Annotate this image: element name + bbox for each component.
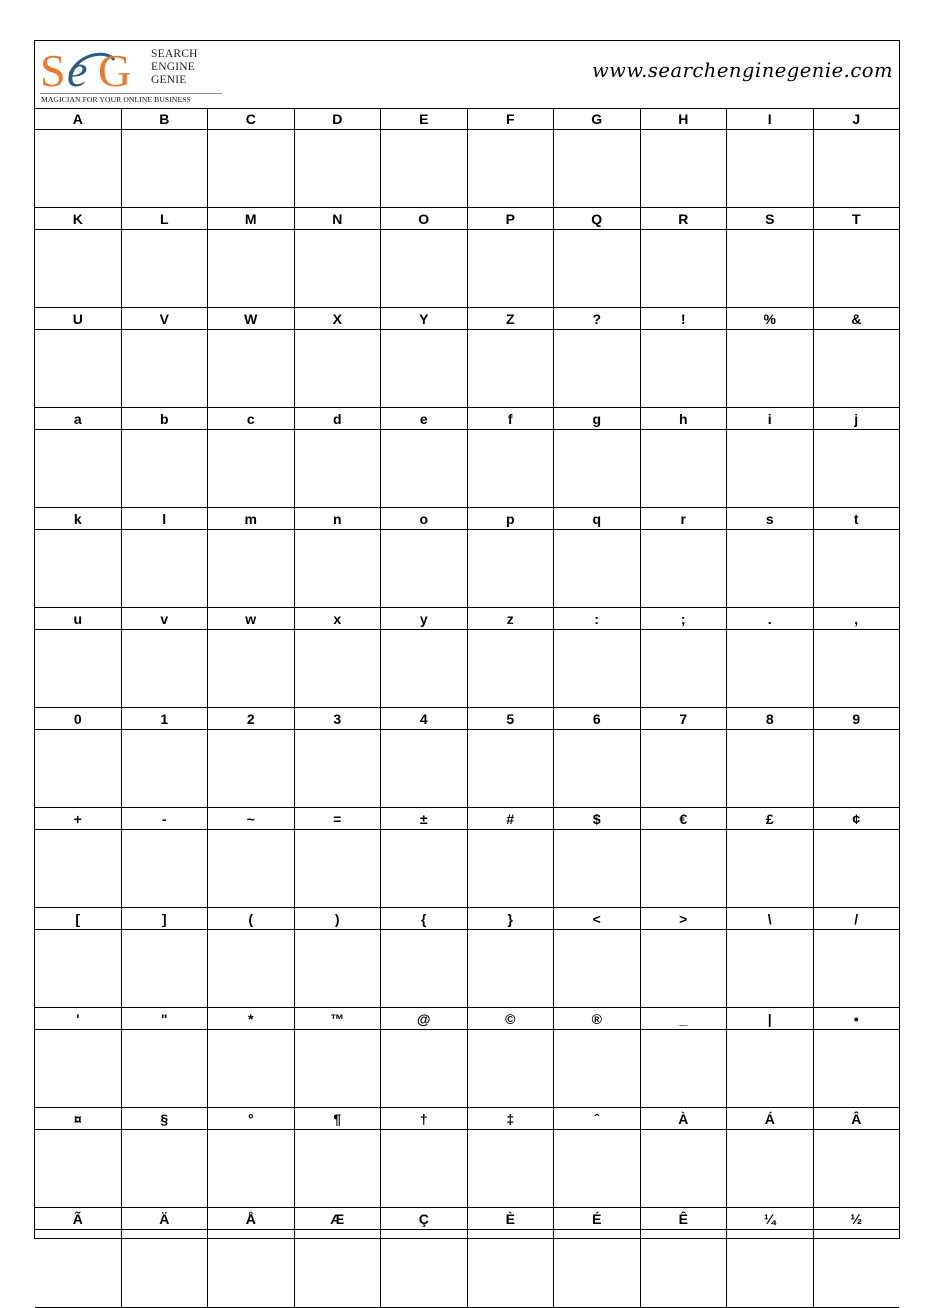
character-label: < [554,908,641,930]
character-label: ¢ [814,808,900,830]
writing-box [641,430,728,508]
character-label: ¶ [295,1108,382,1130]
character-label: > [641,908,728,930]
writing-box [727,130,814,208]
writing-box [381,730,468,808]
character-label: i [727,408,814,430]
writing-box [468,430,555,508]
writing-box [35,230,122,308]
character-label: 7 [641,708,728,730]
writing-box [35,1230,122,1308]
character-label: Y [381,308,468,330]
svg-text:G: G [98,46,132,92]
writing-box [295,730,382,808]
writing-box [814,430,900,508]
writing-box [641,730,728,808]
writing-box-row [35,830,899,908]
character-label: r [641,508,728,530]
writing-box [814,530,900,608]
character-label: L [122,208,209,230]
character-label: O [381,208,468,230]
writing-box [641,630,728,708]
logo-word: GENIE [151,74,187,86]
character-label: 9 [814,708,900,730]
writing-box [641,1030,728,1108]
character-label: z [468,608,555,630]
character-label: m [208,508,295,530]
character-label: U [35,308,122,330]
character-label: f [468,408,555,430]
character-label: V [122,308,209,330]
writing-box [122,1130,209,1208]
character-label: 0 [35,708,122,730]
writing-box [35,1130,122,1208]
character-label: ± [381,808,468,830]
character-label: c [208,408,295,430]
character-label: ! [641,308,728,330]
character-label: | [727,1008,814,1030]
writing-box [381,830,468,908]
writing-box [208,430,295,508]
character-label: Ç [381,1208,468,1230]
character-label: * [208,1008,295,1030]
writing-box-row [35,930,899,1008]
character-label-row [35,108,899,130]
character-label: _ [641,1008,728,1030]
character-label-row [35,208,899,230]
character-label: % [727,308,814,330]
writing-box [727,1130,814,1208]
writing-box [468,1030,555,1108]
character-label: Ã [35,1208,122,1230]
writing-box [554,1030,641,1108]
character-label: y [381,608,468,630]
writing-box [641,1130,728,1208]
writing-box [814,730,900,808]
writing-box-row [35,430,899,508]
writing-box [122,530,209,608]
writing-box [35,330,122,408]
character-label: $ [554,808,641,830]
character-label: @ [381,1008,468,1030]
writing-box [122,1230,209,1308]
writing-box [814,830,900,908]
character-label: ) [295,908,382,930]
character-label: s [727,508,814,530]
writing-box [381,630,468,708]
writing-box [35,530,122,608]
writing-box [35,130,122,208]
writing-box [727,430,814,508]
writing-box [122,230,209,308]
character-label: Æ [295,1208,382,1230]
character-label: h [641,408,728,430]
character-label: X [295,308,382,330]
character-label: À [641,1108,728,1130]
writing-box [468,530,555,608]
writing-box [727,730,814,808]
writing-box [727,830,814,908]
writing-box [554,130,641,208]
writing-box [641,830,728,908]
character-label-row [35,508,899,530]
writing-box [554,330,641,408]
writing-box [468,830,555,908]
character-label: - [122,808,209,830]
writing-box [122,830,209,908]
logo-divider [40,93,222,94]
writing-box [295,930,382,1008]
character-label: § [122,1108,209,1130]
svg-text:e: e [67,46,88,92]
character-label: , [814,608,900,630]
writing-box [641,1230,728,1308]
writing-box [727,530,814,608]
writing-box [814,1030,900,1108]
writing-box [381,930,468,1008]
character-label: © [468,1008,555,1030]
character-label: D [295,108,382,130]
writing-box [122,730,209,808]
character-label: [ [35,908,122,930]
character-label: ] [122,908,209,930]
character-label: È [468,1208,555,1230]
character-label-row [35,408,899,430]
character-label: n [295,508,382,530]
character-label: ¤ [35,1108,122,1130]
writing-box [208,730,295,808]
writing-box [208,530,295,608]
character-label: u [35,608,122,630]
writing-box [554,630,641,708]
character-label: q [554,508,641,530]
character-label: 5 [468,708,555,730]
seg-logo [40,46,230,104]
writing-box [381,1030,468,1108]
writing-box [727,1030,814,1108]
writing-box [35,830,122,908]
character-label: S [727,208,814,230]
writing-box [381,530,468,608]
character-label-row [35,708,899,730]
character-label: ‡ [468,1108,555,1130]
character-label: Â [814,1108,900,1130]
logo-word: SEARCH [151,48,198,60]
character-label: : [554,608,641,630]
character-label: ' [35,1008,122,1030]
character-label: v [122,608,209,630]
writing-box [295,230,382,308]
writing-box-row [35,530,899,608]
writing-box [468,130,555,208]
writing-box [35,730,122,808]
character-label-row [35,1208,899,1230]
writing-box [727,930,814,1008]
writing-box [35,430,122,508]
character-label: d [295,408,382,430]
writing-box-row [35,630,899,708]
character-label: 1 [122,708,209,730]
writing-box [295,430,382,508]
character-label: É [554,1208,641,1230]
character-label: / [814,908,900,930]
character-label: p [468,508,555,530]
character-label: ½ [814,1208,900,1230]
character-label: 6 [554,708,641,730]
writing-box-row [35,1130,899,1208]
character-grid [35,108,899,1308]
writing-box [381,1230,468,1308]
writing-box [727,230,814,308]
writing-box [35,630,122,708]
writing-box [295,330,382,408]
writing-box [554,230,641,308]
writing-box [727,630,814,708]
writing-box [381,330,468,408]
writing-box [727,330,814,408]
writing-box [381,130,468,208]
character-label: o [381,508,468,530]
character-label: { [381,908,468,930]
writing-box [208,930,295,1008]
character-label: x [295,608,382,630]
writing-box [122,930,209,1008]
character-label: Á [727,1108,814,1130]
site-url: www.searchenginegenie.com [591,59,893,82]
writing-box [554,730,641,808]
writing-box [814,230,900,308]
writing-box [208,330,295,408]
writing-box-row [35,1030,899,1108]
character-label: F [468,108,555,130]
character-label: e [381,408,468,430]
writing-box [208,130,295,208]
character-label: ¼ [727,1208,814,1230]
character-label: a [35,408,122,430]
seg-logo-mark [40,46,152,92]
writing-box [554,430,641,508]
writing-box [727,1230,814,1308]
writing-box [381,430,468,508]
writing-box [295,530,382,608]
writing-box [208,630,295,708]
writing-box-row [35,730,899,808]
writing-box-row [35,1230,899,1308]
writing-box [468,630,555,708]
character-label: " [122,1008,209,1030]
writing-box [468,1130,555,1208]
character-label: ° [208,1108,295,1130]
character-label: R [641,208,728,230]
character-label: B [122,108,209,130]
writing-box [554,530,641,608]
character-label: Ê [641,1208,728,1230]
character-label-row [35,308,899,330]
writing-box [208,1130,295,1208]
writing-box [295,1230,382,1308]
writing-box [122,630,209,708]
writing-box [295,1130,382,1208]
sheet-header [35,41,899,109]
logo-tagline: MAGICIAN FOR YOUR ONLINE BUSINESS [41,95,191,104]
character-label: ? [554,308,641,330]
handwriting-practice-sheet [34,40,900,1239]
writing-box [814,130,900,208]
character-label: Z [468,308,555,330]
character-label: E [381,108,468,130]
character-label: G [554,108,641,130]
character-label: k [35,508,122,530]
character-label: ~ [208,808,295,830]
character-label: 2 [208,708,295,730]
character-label: J [814,108,900,130]
writing-box [641,930,728,1008]
character-label-row [35,808,899,830]
writing-box [814,1130,900,1208]
writing-box [295,630,382,708]
character-label: . [727,608,814,630]
writing-box [122,1030,209,1108]
writing-box [468,930,555,1008]
character-label: 8 [727,708,814,730]
writing-box [814,930,900,1008]
writing-box [468,730,555,808]
character-label: I [727,108,814,130]
character-label: Q [554,208,641,230]
character-label: • [814,1008,900,1030]
character-label: j [814,408,900,430]
character-label: b [122,408,209,430]
logo-wordmark [151,48,198,87]
character-label: K [35,208,122,230]
character-label: H [641,108,728,130]
character-label: # [468,808,555,830]
writing-box [554,1130,641,1208]
writing-box [814,1230,900,1308]
writing-box [468,230,555,308]
character-label: l [122,508,209,530]
writing-box [208,1230,295,1308]
character-label: ; [641,608,728,630]
character-label: M [208,208,295,230]
character-label: € [641,808,728,830]
character-label: } [468,908,555,930]
character-label: ® [554,1008,641,1030]
character-label: ™ [295,1008,382,1030]
writing-box [814,330,900,408]
writing-box [122,130,209,208]
character-label: \ [727,908,814,930]
character-label: P [468,208,555,230]
character-label: † [381,1108,468,1130]
logo-word: ENGINE [151,61,195,73]
character-label-row [35,908,899,930]
character-label-row [35,1108,899,1130]
character-label: & [814,308,900,330]
character-label-row [35,1008,899,1030]
writing-box [554,830,641,908]
writing-box-row [35,330,899,408]
character-label: Ä [122,1208,209,1230]
writing-box [641,330,728,408]
writing-box [35,1030,122,1108]
svg-text:S: S [40,46,66,92]
writing-box [641,130,728,208]
writing-box [814,630,900,708]
writing-box [381,1130,468,1208]
writing-box [554,930,641,1008]
writing-box [554,1230,641,1308]
character-label: N [295,208,382,230]
writing-box [208,230,295,308]
character-label: = [295,808,382,830]
character-label: t [814,508,900,530]
character-label: £ [727,808,814,830]
writing-box [381,230,468,308]
writing-box [641,230,728,308]
writing-box [295,1030,382,1108]
character-label: w [208,608,295,630]
character-label: A [35,108,122,130]
character-label: g [554,408,641,430]
writing-box [122,430,209,508]
character-label: ( [208,908,295,930]
writing-box [208,1030,295,1108]
writing-box [295,830,382,908]
character-label: ˆ [554,1108,641,1130]
character-label: T [814,208,900,230]
writing-box [641,530,728,608]
writing-box [468,330,555,408]
character-label: C [208,108,295,130]
writing-box [468,1230,555,1308]
character-label: + [35,808,122,830]
character-label: W [208,308,295,330]
writing-box [208,830,295,908]
writing-box-row [35,130,899,208]
writing-box [295,130,382,208]
character-label: 4 [381,708,468,730]
character-label: 3 [295,708,382,730]
character-label: Å [208,1208,295,1230]
character-label-row [35,608,899,630]
writing-box [35,930,122,1008]
writing-box [122,330,209,408]
writing-box-row [35,230,899,308]
